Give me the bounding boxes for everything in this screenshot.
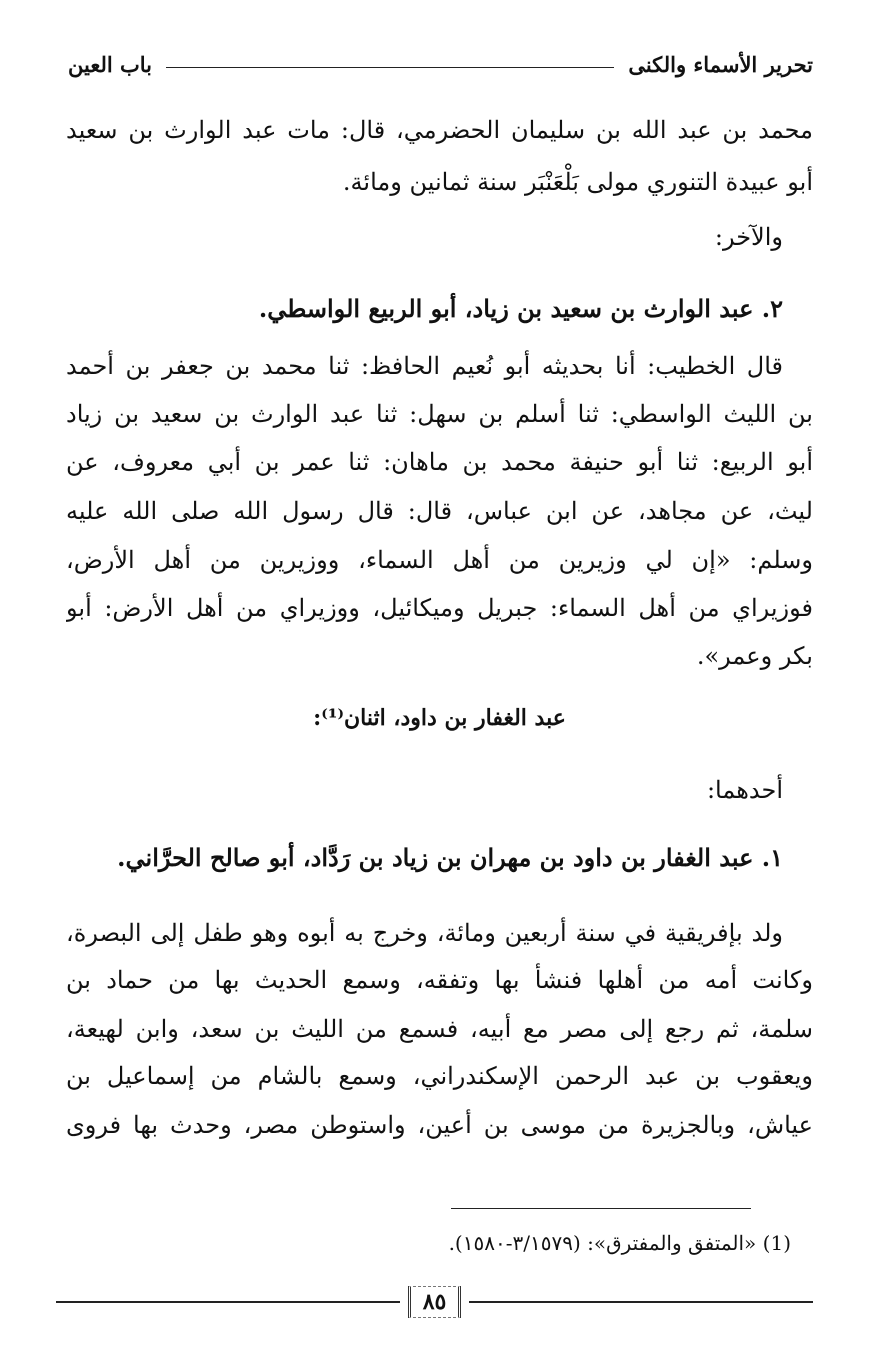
body-line: بكر وعمر». — [696, 642, 813, 670]
body-line: ولد بإفريقية في سنة أربعين ومائة، وخرج به أبوه وهو طفل إلى البصرة، — [66, 919, 783, 947]
body-line: عياش، وبالجزيرة من موسى بن أعين، واستوطن مصر، وحدث بها فروى — [66, 1111, 813, 1139]
footnote: (1) «المتفق والمفترق»: (٣/١٥٧٩-١٥٨٠). — [448, 1231, 791, 1255]
running-header — [68, 44, 813, 84]
body-line: سلمة، ثم رجع إلى مصر مع أبيه، فسمع من الليث بن سعد، وابن لهيعة، — [66, 1015, 813, 1043]
body-line: وكانت أمه من أهلها فنشأ بها وتفقه، وسمع الحديث بها من حماد بن — [66, 966, 813, 994]
header-rule — [166, 67, 614, 68]
body-line: وسلم: «إن لي وزيرين من أهل السماء، ووزيرين من أهل الأرض، — [66, 546, 813, 574]
section-heading: عبد الغفار بن داود، اثنان⁽¹⁾: — [313, 705, 566, 731]
body-line: ويعقوب بن عبد الرحمن الإسكندراني، وسمع بالشام من إسماعيل بن — [66, 1062, 813, 1090]
footer-rule-right — [469, 1301, 813, 1303]
book-title: تحرير الأسماء والكنى — [628, 51, 813, 77]
body-line: أبو الربيع: ثنا أبو حنيفة محمد بن ماهان: ثنا عمر بن أبي معروف، عن — [66, 448, 813, 476]
body-line: محمد بن عبد الله بن سليمان الحضرمي، قال: مات عبد الوارث بن سعيد — [66, 116, 813, 144]
entry-heading: ٢. عبد الوارث بن سعيد بن زياد، أبو الربيع الواسطي. — [258, 294, 783, 323]
body-line: فوزيراي من أهل السماء: جبريل وميكائيل، ووزيراي من أهل الأرض: أبو — [66, 594, 813, 622]
body-line: أبو عبيدة التنوري مولى بَلْعَنْبَر سنة ثمانين ومائة. — [342, 168, 813, 196]
footer-rule-left — [56, 1301, 400, 1303]
body-line: قال الخطيب: أنا بحديثه أبو نُعيم الحافظ: ثنا محمد بن جعفر بن أحمد — [66, 352, 783, 380]
chapter-title: باب العين — [68, 51, 153, 77]
body-line: أحدهما: — [706, 776, 783, 804]
entry-heading: ١. عبد الغفار بن داود بن مهران بن زياد بن رَدَّاد، أبو صالح الحرَّاني. — [117, 843, 783, 872]
footnote-separator — [451, 1208, 751, 1209]
body-line: بن الليث الواسطي: ثنا أسلم بن سهل: ثنا عبد الوارث بن سعيد بن زياد — [66, 400, 813, 428]
body-line: والآخر: — [714, 223, 783, 251]
page-number: ٨٥ — [408, 1286, 462, 1318]
body-line: ليث، عن مجاهد، عن ابن عباس، قال: قال رسول الله صلى الله عليه — [66, 497, 813, 525]
page-footer — [56, 1282, 813, 1322]
